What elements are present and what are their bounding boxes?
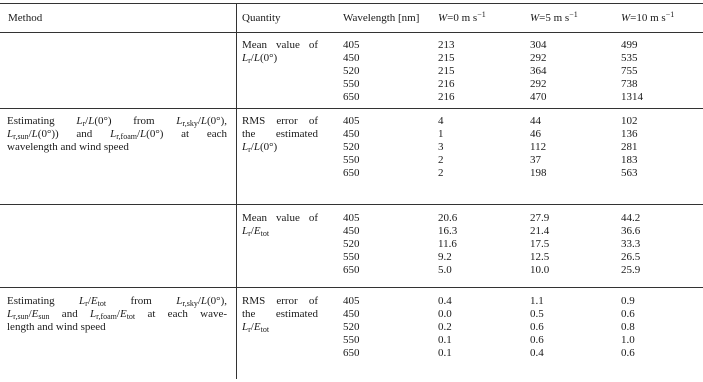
table-cell: 10.0	[530, 264, 550, 276]
table-cell: 215	[438, 65, 455, 77]
wavelength-column-1	[343, 39, 360, 104]
table-cell: 1	[438, 128, 444, 140]
table-cell: 0.1	[438, 347, 452, 359]
table-cell: 216	[438, 91, 455, 103]
table-cell: 450	[343, 128, 360, 140]
table-cell: 33.3	[621, 238, 641, 250]
table-cell: 520	[343, 321, 360, 333]
w10-column-1	[621, 39, 643, 104]
quantity-cell-1: Mean value of $L_r/L(0^\circ)$	[242, 39, 318, 65]
table-cell: 112	[530, 141, 547, 153]
w10-column-3	[621, 212, 640, 277]
w5-column-3	[530, 212, 549, 277]
table-cell: 550	[343, 154, 360, 166]
header-bottom-rule	[0, 32, 703, 33]
table-cell: 520	[343, 65, 360, 77]
table-cell: 304	[530, 39, 547, 51]
table-cell: 520	[343, 141, 360, 153]
table-cell: 20.6	[438, 212, 458, 224]
table-cell: 563	[621, 167, 638, 179]
table-cell: 36.6	[621, 225, 641, 237]
table-cell: 650	[343, 167, 360, 179]
table-top-rule	[0, 3, 703, 4]
table-cell: 520	[343, 238, 360, 250]
header-w0: W=0 m $s^{-1}$	[438, 10, 486, 24]
table-cell: 0.6	[530, 321, 544, 333]
table-cell: 0.2	[438, 321, 452, 333]
table-cell: 650	[343, 264, 360, 276]
table-cell: 450	[343, 225, 360, 237]
table-cell: 405	[343, 39, 360, 51]
table-cell: 535	[621, 52, 638, 64]
header-method: Method	[8, 12, 43, 24]
table-cell: 499	[621, 39, 638, 51]
header-wavelength: Wavelength [nm]	[343, 12, 420, 24]
table-cell: 183	[621, 154, 638, 166]
w0-column-4	[438, 295, 452, 360]
table-cell: 3	[438, 141, 444, 153]
table-cell: 550	[343, 334, 360, 346]
table-cell: 17.5	[530, 238, 550, 250]
table-cell: 650	[343, 347, 360, 359]
table-cell: 9.2	[438, 251, 452, 263]
w10-column-2	[621, 115, 638, 180]
table-cell: 16.3	[438, 225, 458, 237]
table-cell: 216	[438, 78, 455, 90]
table-cell: 27.9	[530, 212, 550, 224]
table-cell: 25.9	[621, 264, 641, 276]
table-cell: 1.1	[530, 295, 544, 307]
table-cell: 44	[530, 115, 541, 127]
table-cell: 1314	[621, 91, 643, 103]
w5-column-4	[530, 295, 544, 360]
quantity-cell-2: RMS error of the estimated $L_r/L(0^\circ)$	[242, 115, 318, 154]
header-w10: W=10 m $s^{-1}$	[621, 10, 675, 24]
table-cell: 0.4	[438, 295, 452, 307]
section-divider-1	[0, 108, 703, 109]
table-cell: 550	[343, 78, 360, 90]
table-cell: 292	[530, 52, 547, 64]
table-cell: 470	[530, 91, 547, 103]
w0-column-1	[438, 39, 455, 104]
table-cell: 37	[530, 154, 541, 166]
table-cell: 2	[438, 154, 444, 166]
table-cell: 405	[343, 295, 360, 307]
quantity-cell-4: RMS error of the estimated $L_r/E_{tot}$	[242, 295, 318, 334]
section-divider-3	[0, 287, 703, 288]
table-cell: 46	[530, 128, 541, 140]
table-cell: 292	[530, 78, 547, 90]
table-cell: 0.4	[530, 347, 544, 359]
table-cell: 11.6	[438, 238, 457, 250]
table-cell: 0.6	[530, 334, 544, 346]
table-cell: 0.6	[621, 308, 635, 320]
table-cell: 550	[343, 251, 360, 263]
section-divider-2	[0, 204, 703, 205]
table-cell: 281	[621, 141, 638, 153]
table-cell: 102	[621, 115, 638, 127]
table-cell: 405	[343, 212, 360, 224]
wavelength-column-4	[343, 295, 360, 360]
table-cell: 21.4	[530, 225, 550, 237]
header-w5: W=5 m $s^{-1}$	[530, 10, 578, 24]
table-cell: 364	[530, 65, 547, 77]
table-cell: 12.5	[530, 251, 550, 263]
table-cell: 738	[621, 78, 638, 90]
quantity-cell-3: Mean value of $L_r/E_{tot}$	[242, 212, 318, 238]
table-cell: 213	[438, 39, 455, 51]
table-cell: 755	[621, 65, 638, 77]
table-cell: 5.0	[438, 264, 452, 276]
header-quantity: Quantity	[242, 12, 281, 24]
table-cell: 198	[530, 167, 547, 179]
method-cell-2: Estimating $L_r/L(0^\circ)$ from $L_{r,sky}/L(0^\circ)$, $L_{r,sun}/L(0^\circ)$) and $L_{r,foam}/L(0^\circ)$ at each wavelength and wind speed	[7, 115, 227, 153]
table-cell: 215	[438, 52, 455, 64]
table-cell: 2	[438, 167, 444, 179]
table-cell: 450	[343, 52, 360, 64]
table-cell: 0.9	[621, 295, 635, 307]
table-cell: 0.8	[621, 321, 635, 333]
column-divider	[236, 3, 237, 379]
table-cell: 405	[343, 115, 360, 127]
method-cell-4: Estimating $L_r/E_{tot}$ from $L_{r,sky}/L(0^\circ)$, $L_{r,sun}/E_{sun}$ and $L_{r,foam}/E_{tot}$ at each wave- length and wind speed	[7, 295, 227, 333]
w10-column-4	[621, 295, 635, 360]
table-cell: 136	[621, 128, 638, 140]
table-cell: 0.5	[530, 308, 544, 320]
w5-column-2	[530, 115, 547, 180]
w5-column-1	[530, 39, 547, 104]
w0-column-2	[438, 115, 444, 180]
table-cell: 450	[343, 308, 360, 320]
table-cell: 0.6	[621, 347, 635, 359]
wavelength-column-3	[343, 212, 360, 277]
w0-column-3	[438, 212, 457, 277]
table-cell: 4	[438, 115, 444, 127]
table-cell: 0.1	[438, 334, 452, 346]
table-cell: 650	[343, 91, 360, 103]
table-cell: 1.0	[621, 334, 635, 346]
table-cell: 26.5	[621, 251, 641, 263]
wavelength-column-2	[343, 115, 360, 180]
table-cell: 44.2	[621, 212, 641, 224]
table-cell: 0.0	[438, 308, 452, 320]
